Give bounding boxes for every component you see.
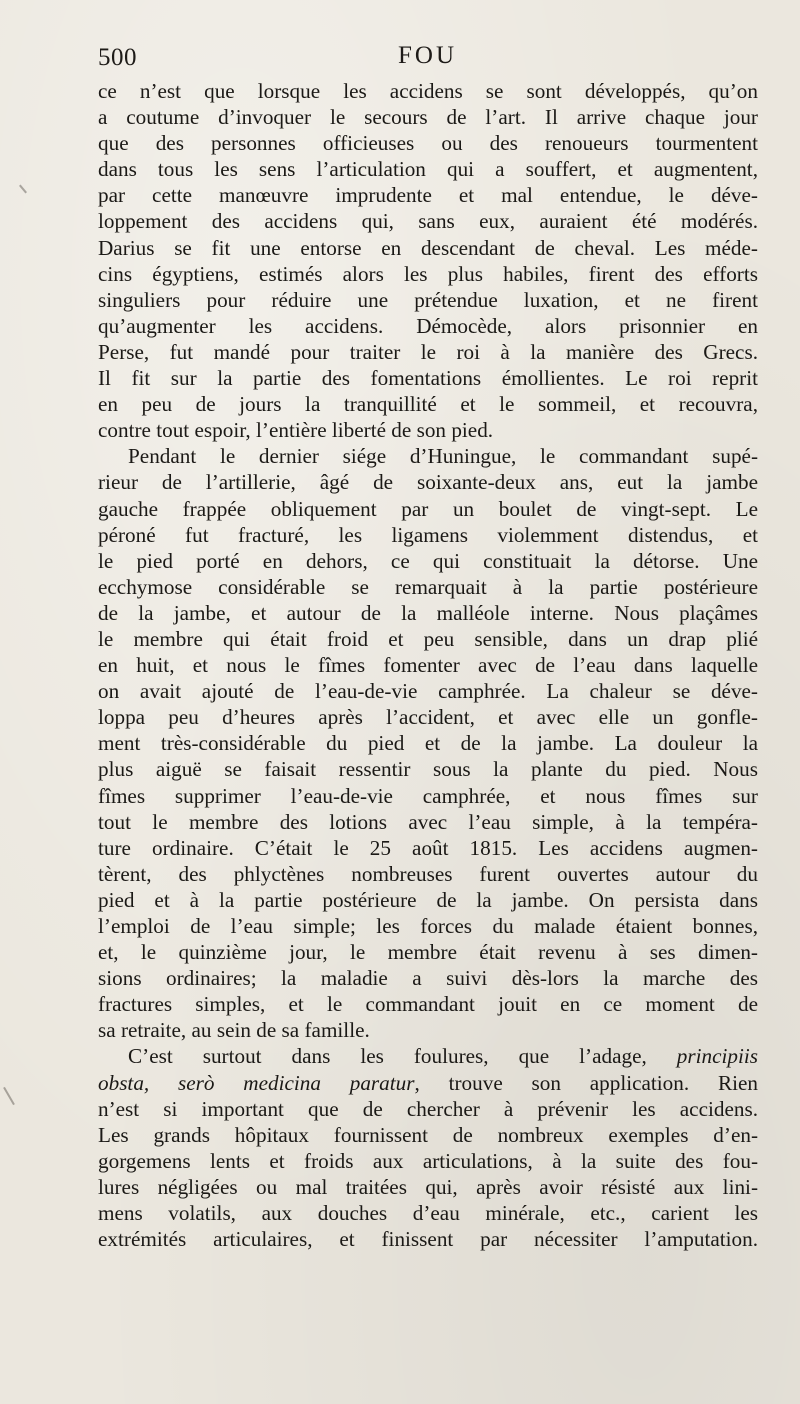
paragraph-end-line: sa retraite, au sein de sa famille. (98, 1018, 370, 1043)
text-line: en huit, et nous le fîmes fomenter avec de l’eau dans laquelle (98, 653, 758, 678)
text-line: par cette manœuvre imprudente et mal entendue, le déve- (98, 183, 758, 208)
paragraph-start-line (98, 1043, 758, 1069)
text-line: lures négligées ou mal traitées qui, après avoir résisté aux lini- (98, 1174, 758, 1199)
text-line: on avait ajouté de l’eau-de-vie camphrée. La chaleur se déve- (98, 679, 758, 704)
text-line: que des personnes officieuses ou des renoueurs tourmentent (98, 131, 758, 156)
text-line: mens volatils, aux douches d’eau minérale, etc., carient les (98, 1201, 758, 1226)
text-line: Il fit sur la partie des fomentations émollientes. Le roi reprit (98, 366, 758, 391)
margin-mark (19, 185, 27, 194)
text-line: loppa peu d’heures après l’accident, et avec elle un gonfle- (98, 705, 758, 730)
text-line: loppement des accidens qui, sans eux, auraient été modérés. (98, 209, 758, 234)
text-line: fractures simples, et le commandant jouit en ce moment de (98, 992, 758, 1017)
paragraph-start-line: Pendant le dernier siége d’Huningue, le commandant supé- (128, 444, 758, 469)
line-text: , trouve son application. Rien (414, 1070, 758, 1095)
text-line: rieur de l’artillerie, âgé de soixante-deux ans, eut la jambe (98, 470, 758, 495)
text-line: pied et à la partie postérieure de la jambe. On persista dans (98, 887, 758, 912)
page-header (98, 40, 758, 74)
text-line: singuliers pour réduire une prétendue luxation, et ne firent (98, 287, 758, 312)
text-line: le membre qui était froid et peu sensible, dans un drap plié (98, 626, 758, 651)
text-line: ce n’est que lorsque les accidens se sont développés, qu’on (98, 79, 758, 103)
text-line: de la jambe, et autour de la malléole interne. Nous plaçâmes (98, 600, 758, 625)
text-line: tout le membre des lotions avec l’eau simple, à la tempéra- (98, 809, 758, 834)
text-line: ture ordinaire. C’était le 25 août 1815. Les accidens augmen- (98, 835, 758, 860)
text-line: ecchymose considérable se remarquait à la partie postérieure (98, 574, 758, 599)
paragraph-end-line: contre tout espoir, l’entière liberté de son pied. (98, 418, 494, 443)
text-line: qu’augmenter les accidens. Démocède, alors prisonnier en (98, 313, 758, 338)
page-number: 500 (98, 44, 137, 71)
text-line: Darius se fit une entorse en descendant de cheval. Les méde- (98, 235, 758, 260)
text-line: dans tous les sens l’articulation qui a souffert, et augmentent, (98, 157, 758, 182)
latin-phrase: obsta, serò medicina paratur (98, 1070, 415, 1095)
text-line: gauche frappée obliquement par un boulet de vingt-sept. Le (98, 496, 758, 521)
text-line: gorgemens lents et froids aux articulations, à la suite des fou- (98, 1148, 758, 1173)
text-line: Les grands hôpitaux fournissent de nombreux exemples d’en- (98, 1122, 758, 1147)
text-line: n’est si important que de chercher à prévenir les accidens. (98, 1096, 758, 1121)
text-line: tèrent, des phlyctènes nombreuses furent ouvertes autour du (98, 861, 758, 886)
text-line: l’emploi de l’eau simple; les forces du malade étaient bonnes, (98, 914, 758, 938)
text-line: le pied porté en dehors, ce qui constituait la détorse. Une (98, 548, 758, 573)
text-line (98, 1070, 758, 1096)
text-line: ment très-considérable du pied et de la jambe. La douleur la (98, 731, 758, 756)
text-line: en peu de jours la tranquillité et le sommeil, et recouvra, (98, 392, 758, 417)
text-line: Perse, fut mandé pour traiter le roi à la manière des Grecs. (98, 339, 758, 364)
text-line: a coutume d’invoquer le secours de l’art. Il arrive chaque jour (98, 105, 758, 130)
body-text (98, 78, 758, 1252)
running-head: FOU (398, 42, 458, 69)
margin-mark (3, 1087, 15, 1105)
text-line: extrémités articulaires, et finissent par nécessiter l’amputation. (98, 1227, 758, 1252)
text-line: sions ordinaires; la maladie a suivi dès-lors la marche des (98, 966, 758, 991)
text-line: péroné fut fracturé, les ligamens violemment distendus, et (98, 522, 758, 547)
text-line: fîmes supprimer l’eau-de-vie camphrée, et nous fîmes sur (98, 783, 758, 808)
text-line: cins égyptiens, estimés alors les plus habiles, firent des efforts (98, 261, 758, 286)
text-line: plus aiguë se faisait ressentir sous la plante du pied. Nous (98, 757, 758, 782)
latin-phrase: principiis (676, 1044, 758, 1069)
line-text: C’est surtout dans les foulures, que l’adage, (128, 1044, 677, 1069)
text-line: et, le quinzième jour, le membre était revenu à ses dimen- (98, 940, 758, 965)
